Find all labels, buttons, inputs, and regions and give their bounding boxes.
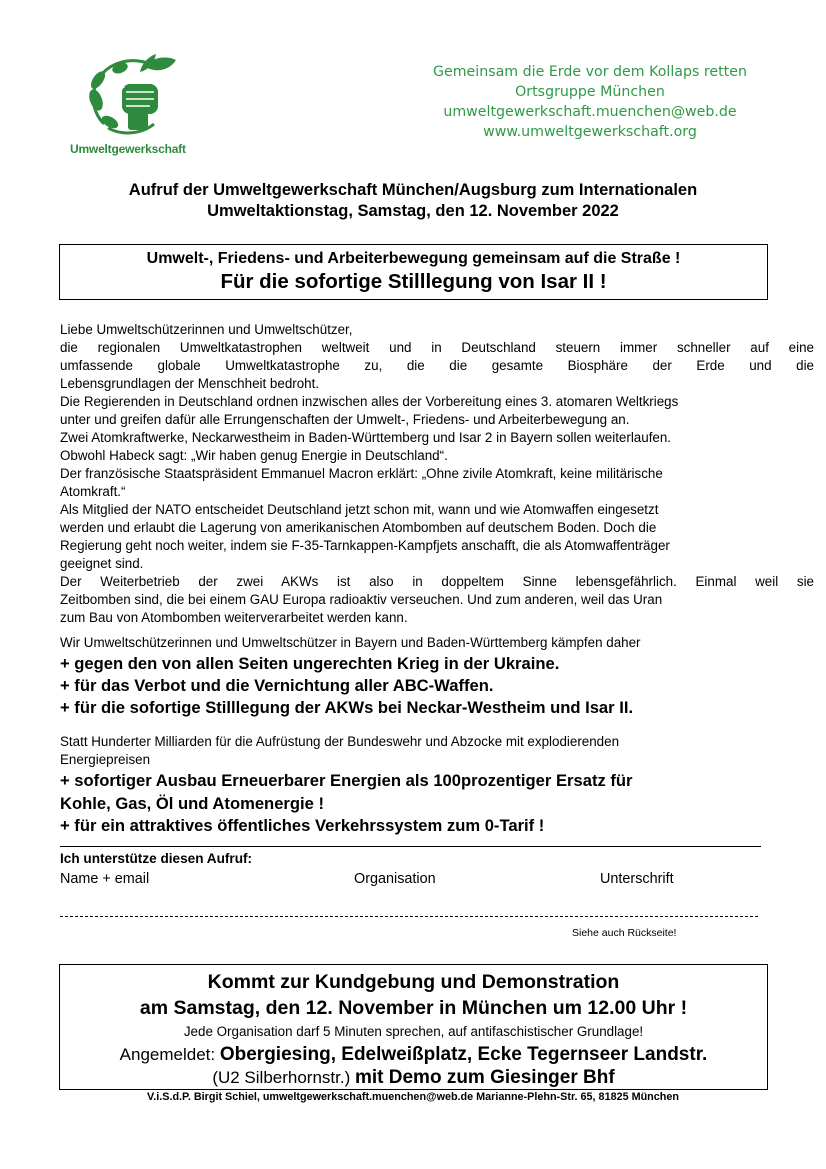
signature-column-organisation: Organisation (354, 871, 436, 887)
body-line: Als Mitglied der NATO entscheidet Deutschland jetzt schon mit, wann und wie Atomwaffen eingesetzt (60, 502, 659, 517)
body-line: Zeitbomben sind, die bei einem GAU Europa radioaktiv verseuchen. Und zum anderen, weil das Uran (60, 592, 663, 607)
demo-location-line (60, 1043, 767, 1067)
demand-item: + für die sofortige Stilllegung der AKWs bei Neckar-Westheim und Isar II. (60, 698, 634, 717)
demo-box (59, 964, 768, 1090)
demo-location: Obergiesing, Edelweißplatz, Ecke Tegernseer Landstr. (219, 1044, 708, 1065)
page-title (40, 180, 786, 222)
support-label: Ich unterstütze diesen Aufruf: (60, 851, 253, 866)
title-line-2: Umweltaktionstag, Samstag, den 12. November 2022 (207, 202, 619, 220)
body-line: umfassende globale Umweltkatastrophe zu, die die gesamte Biosphäre der Erde und die (60, 358, 814, 373)
demo-rule: Jede Organisation darf 5 Minuten sprechen, auf antifaschistischer Grundlage! (183, 1024, 644, 1039)
footer-imprint: V.i.S.d.P. Birgit Schiel, umweltgewerkschaft.muenchen@web.de Marianne-Plehn-Str. 65, 81825 München (147, 1091, 679, 1103)
body-line: unter und greifen dafür alle Errungenschaften der Umwelt-, Friedens- und Arbeiterbewegung an. (60, 412, 630, 427)
body-line: Der Weiterbetrieb der zwei AKWs ist also in doppeltem Sinne lebensgefährlich. Einmal weil sie (60, 574, 814, 589)
back-note: Siehe auch Rückseite! (572, 927, 677, 939)
demand-item: Kohle, Gas, Öl und Atomenergie ! (60, 793, 324, 813)
body-line: werden und erlaubt die Lagerung von amerikanischen Atombomben auf deutschem Boden. Doch die (60, 520, 657, 535)
body-text (60, 321, 814, 627)
divider (60, 846, 761, 847)
signature-line[interactable] (60, 916, 758, 917)
body-line: Atomkraft.“ (60, 484, 126, 499)
body-line: geeignet sind. (60, 556, 144, 571)
registered-label: Angemeldet: (119, 1045, 216, 1064)
body-line: Zwei Atomkraftwerke, Neckarwestheim in Baden-Württemberg und Isar 2 in Bayern sollen weiterlaufen. (60, 430, 672, 445)
body-line: die regionalen Umweltkatastrophen weltweit und in Deutschland steuern immer schneller auf eine (60, 340, 814, 355)
demand-item: + für ein attraktives öffentliches Verkehrssystem zum 0-Tarif ! (60, 816, 545, 835)
body-line: Regierung geht noch weiter, indem sie F-35-Tarnkappen-Kampfjets anschafft, die als Atomwaffenträger (60, 538, 670, 553)
headline-line-2: Für die sofortige Stilllegung von Isar II ! (220, 270, 607, 293)
org-group: Ortsgruppe München (515, 84, 665, 100)
body-line: Lebensgrundlagen der Menschheit bedroht. (60, 376, 320, 391)
demand-item: + für das Verbot und die Vernichtung aller ABC-Waffen. (60, 676, 494, 695)
demand-item: + gegen den von allen Seiten ungerechten Krieg in der Ukraine. (60, 654, 560, 673)
org-tagline: Gemeinsam die Erde vor dem Kollaps retten (433, 64, 747, 80)
demand-list-2 (60, 770, 820, 838)
org-website[interactable]: www.umweltgewerkschaft.org (483, 124, 697, 140)
org-info (400, 62, 780, 142)
umweltgewerkschaft-logo (62, 54, 202, 162)
logo-text: Umweltgewerkschaft (70, 142, 186, 156)
headline-box (59, 244, 768, 300)
org-email[interactable]: umweltgewerkschaft.muenchen@web.de (443, 104, 737, 120)
body-line: Der französische Staatspräsident Emmanuel Macron erklärt: „Ohne zivile Atomkraft, keine militärische (60, 466, 663, 481)
statt-line-1: Statt Hunderter Milliarden für die Aufrüstung der Bundeswehr und Abzocke mit explodierenden (60, 734, 620, 749)
fight-intro: Wir Umweltschützerinnen und Umweltschützer in Bayern und Baden-Württemberg kämpfen daher (60, 635, 641, 650)
demand-item: + sofortiger Ausbau Erneuerbarer Energien als 100prozentiger Ersatz für (60, 771, 633, 790)
demo-route-line (60, 1067, 767, 1089)
title-line-1: Aufruf der Umweltgewerkschaft München/Augsburg zum Internationalen (128, 181, 698, 199)
body-line: zum Bau von Atombomben weiterverarbeitet werden kann. (60, 610, 408, 625)
demo-station: (U2 Silberhornstr.) (212, 1068, 351, 1087)
headline-line-1: Umwelt-, Friedens- und Arbeiterbewegung gemeinsam auf die Straße ! (146, 250, 681, 267)
signature-column-signature: Unterschrift (600, 871, 674, 887)
body-line: Obwohl Habeck sagt: „Wir haben genug Energie in Deutschland“. (60, 448, 448, 463)
body-line: Liebe Umweltschützerinnen und Umweltschützer, (60, 322, 353, 337)
demo-date: am Samstag, den 12. November in München um 12.00 Uhr ! (139, 997, 688, 1019)
demo-headline: Kommt zur Kundgebung und Demonstration (207, 971, 620, 993)
statt-intro (60, 733, 760, 769)
demand-list-1 (60, 653, 820, 719)
body-line: Die Regierenden in Deutschland ordnen inzwischen alles der Vorbereitung eines 3. atomaren Weltkriegs (60, 394, 679, 409)
fist-leaf-icon (84, 54, 180, 138)
statt-line-2: Energiepreisen (60, 752, 151, 767)
signature-column-name: Name + email (60, 871, 150, 887)
demo-route: mit Demo zum Giesinger Bhf (354, 1067, 615, 1088)
